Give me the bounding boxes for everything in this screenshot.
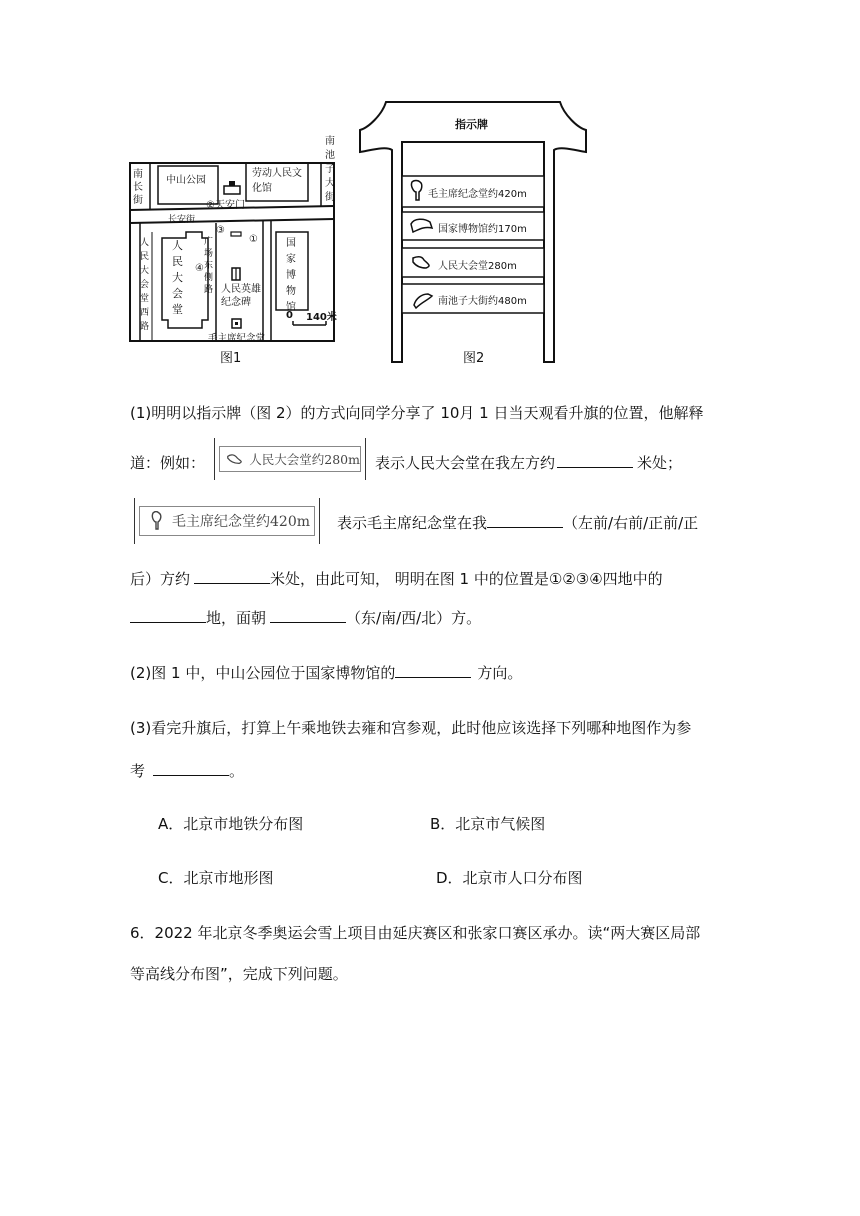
q1-line4-suffix: 米处，由此可知， 明明在图 1 中的位置是①②③④四地中的: [270, 570, 663, 588]
example-sign2-text: 毛主席纪念堂约420m: [172, 514, 310, 530]
mausoleum-arrow-icon: [150, 511, 164, 531]
map-label-zhongshan-park: 中山公园: [166, 175, 206, 186]
q1-line3-suffix: （左前/右前/正前/正: [563, 514, 699, 532]
blank-3[interactable]: [194, 568, 270, 584]
blank-2[interactable]: [487, 512, 563, 528]
q2-prefix: (2)图 1 中，中山公园位于国家博物馆的: [130, 664, 396, 682]
great-hall-arrow-icon: [226, 451, 245, 467]
figure1-caption: 图1: [220, 351, 242, 366]
q3-line2-suffix: 。: [229, 762, 245, 780]
q1-line3: [337, 512, 698, 533]
q3-line2: [130, 760, 244, 781]
example-sign1-text: 人民大会堂约280m: [249, 452, 360, 467]
q1-line3-prefix: 表示毛主席纪念堂在我: [337, 514, 488, 532]
map-label-mausoleum: 毛主席纪念堂: [208, 333, 266, 344]
blank-6[interactable]: [395, 662, 471, 678]
q3-option-a[interactable]: A．北京市地铁分布图: [158, 815, 304, 833]
blank-1[interactable]: [557, 452, 633, 468]
signpost-sign-1: 毛主席纪念堂约420m: [428, 189, 527, 200]
q3-line2-prefix: 考: [130, 762, 146, 780]
signpost-title: 指示牌: [455, 118, 488, 131]
map-label-museum: 国家博物馆: [286, 238, 296, 313]
map-label-labor-palace: 劳动人民文化馆: [252, 168, 302, 194]
signpost-sign-4: 南池子大街约480m: [438, 296, 527, 307]
q6-line2: 等高线分布图”，完成下列问题。: [130, 965, 348, 983]
map-label-west-road: 人民大会堂西路: [140, 238, 150, 332]
q3-line1: (3)看完升旗后，打算上午乘地铁去雍和宫参观，此时他应该选择下列哪种地图作为参: [130, 719, 692, 737]
map-label-changan: 长安街: [168, 215, 196, 225]
map-scale-value: 140米: [306, 312, 337, 323]
q1-line2-suffix: [375, 452, 682, 473]
blank-7[interactable]: [153, 760, 229, 776]
map-label-monument: 人民英雄纪念碑: [221, 284, 261, 308]
map-label-num3: ③: [216, 225, 225, 236]
map-label-great-hall: 人民大会堂: [172, 239, 183, 316]
q1-line5-mid: 地，面朝: [206, 609, 267, 627]
q1-line2-end: 米处；: [637, 454, 683, 472]
signpost-sign-2: 国家博物馆约170m: [438, 224, 527, 235]
map-label-num4: ④: [195, 263, 204, 274]
blank-5[interactable]: [270, 607, 346, 623]
q1-line5: [130, 607, 481, 628]
q6-line1: 6．2022 年北京冬季奥运会雪上项目由延庆赛区和张家口赛区承办。读“两大赛区局部: [130, 924, 701, 942]
map-label-nanchang: 南长街: [133, 169, 143, 206]
q1-line5-end: （东/南/西/北）方。: [346, 609, 482, 627]
q1-line4-prefix: 后）方约: [130, 570, 191, 588]
q2-suffix: 方向。: [477, 664, 523, 682]
q3-option-d[interactable]: D．北京市人口分布图: [436, 869, 583, 887]
map-label-nanchizi: 南池子大街: [325, 136, 335, 203]
q1-example-sign-mausoleum: [134, 498, 320, 544]
signpost-sign-3: 人民大会堂280m: [438, 261, 517, 272]
q1-line1: (1)明明以指示牌（图 2）的方式向同学分享了 10月 1 日当天观看升旗的位置，他解释: [130, 404, 704, 422]
q1-line2-suffix-text: 表示人民大会堂在我左方约: [375, 454, 556, 472]
map-scale-zero: 0: [286, 310, 293, 321]
q1-example-sign-great-hall: [214, 438, 366, 480]
blank-4[interactable]: [130, 607, 206, 623]
figure2-signpost: [358, 100, 588, 365]
map-label-east-road: 广场东侧路: [204, 237, 214, 295]
q1-line4: [130, 568, 663, 589]
figure1-map: [128, 136, 338, 345]
q1-line2-prefix: 道：例如：: [130, 454, 206, 472]
q3-option-b[interactable]: B．北京市气候图: [430, 815, 546, 833]
map-label-num1: ①: [249, 234, 258, 245]
q2-line: [130, 662, 522, 683]
map-label-tiananmen: ②天安门: [206, 200, 245, 211]
figure2-caption: 图2: [463, 351, 485, 366]
q3-option-c[interactable]: C．北京市地形图: [158, 869, 274, 887]
